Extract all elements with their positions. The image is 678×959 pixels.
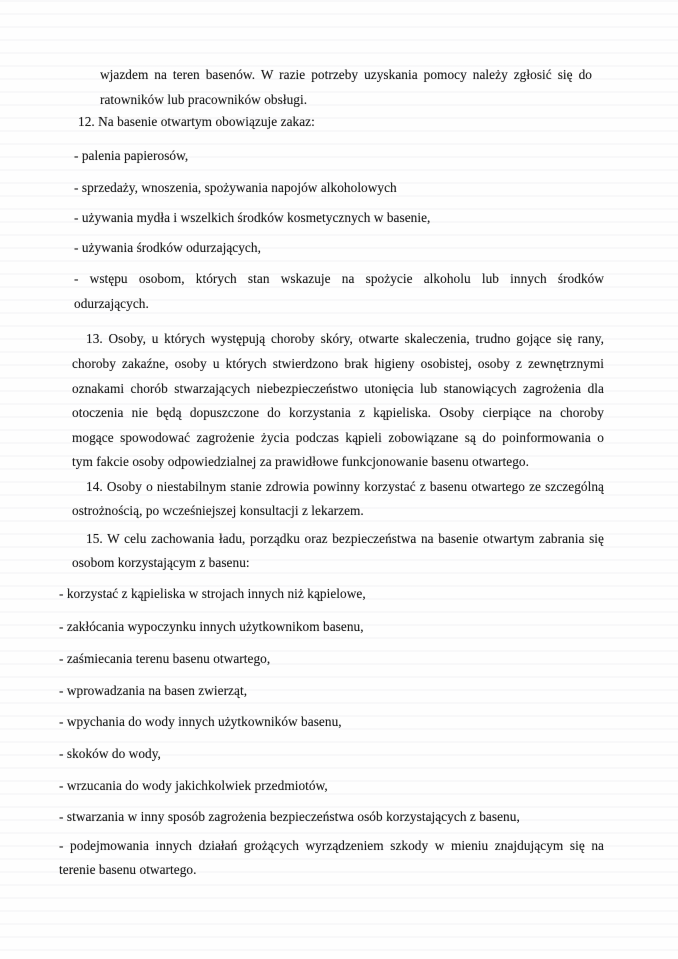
text-line: - zakłócania wypoczynku innych użytkownikom basenu, (59, 619, 364, 634)
text-line: - zaśmiecania terenu basenu otwartego, (59, 651, 271, 666)
text-line: 14. Osoby o niestabilnym stanie zdrowia powinny korzystać z basenu otwartego ze szczególną (86, 479, 604, 494)
text-line: - palenia papierosów, (74, 148, 189, 163)
text-line: osobom korzystającym z basenu: (72, 555, 250, 570)
text-line: - używania mydła i wszelkich środków kosmetycznych w basenie, (74, 210, 431, 225)
text-line: odurzających. (74, 296, 149, 311)
text-line: ratowników lub pracowników obsługi. (100, 92, 308, 107)
text-line: tym fakcie osoby odpowiedzialnej za prawidłowe funkcjonowanie basenu otwartego. (72, 454, 530, 469)
text-line: - korzystać z kąpieliska w strojach innych niż kąpielowe, (59, 586, 366, 601)
text-line: - wprowadzania na basen zwierząt, (59, 683, 248, 698)
text-line: otoczenia nie będą dopuszczone do korzystania z kąpieliska. Osoby cierpiące na choroby (72, 405, 604, 420)
text-line: ostrożnością, po wcześniejszej konsultacji z lekarzem. (72, 503, 364, 518)
text-line: - wpychania do wody innych użytkowników basenu, (59, 714, 342, 729)
text-line: 15. W celu zachowania ładu, porządku oraz bezpieczeństwa na basenie otwartym zabrania się (86, 531, 604, 546)
text-line: - sprzedaży, wnoszenia, spożywania napojów alkoholowych (74, 180, 397, 195)
text-line: - używania środków odurzających, (74, 240, 261, 255)
text-line: mogące spowodować zagrożenie życia podczas kąpieli zobowiązane są do poinformowania o (72, 430, 604, 445)
text-line: - skoków do wody, (59, 746, 161, 761)
text-line: 12. Na basenie otwartym obowiązuje zakaz: (78, 114, 315, 129)
text-line: 13. Osoby, u których występują choroby skóry, otwarte skaleczenia, trudno gojące się rany, (86, 331, 604, 346)
text-line: oznakami chorób stwarzających niebezpieczeństwo utonięcia lub stanowiących zagrożenia dla (72, 381, 604, 396)
text-line: terenie basenu otwartego. (59, 862, 197, 877)
text-line: wjazdem na teren basenów. W razie potrzeby uzyskania pomocy należy zgłosić się do (100, 67, 592, 82)
text-line: choroby zakaźne, osoby u których stwierdzono brak higieny osobistej, osoby z zewnętrznymi (72, 356, 604, 371)
text-line: - podejmowania innych działań grożących wyrządzeniem szkody w mieniu znajdującym się na (59, 838, 604, 853)
text-line: - wrzucania do wody jakichkolwiek przedmiotów, (59, 778, 328, 793)
text-line: - stwarzania w inny sposób zagrożenia bezpieczeństwa osób korzystających z basenu, (59, 809, 520, 824)
text-line: - wstępu osobom, których stan wskazuje na spożycie alkoholu lub innych środków (74, 271, 604, 286)
